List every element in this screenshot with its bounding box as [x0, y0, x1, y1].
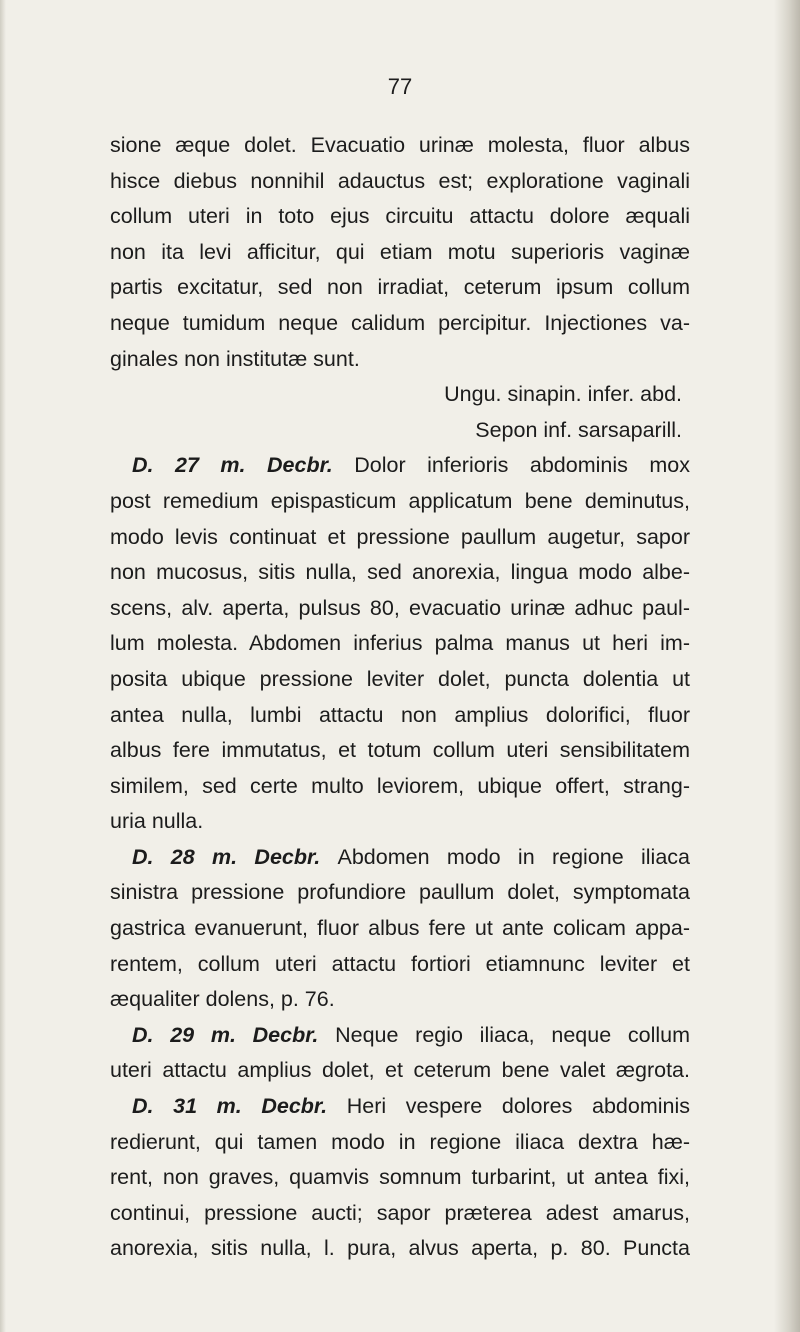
text-line: uteri attactu amplius dolet, et ceterum bene valet ægrota.: [110, 1058, 690, 1083]
text-line: scens, alv. aperta, pulsus 80, evacuatio urinæ adhuc paul-: [110, 595, 690, 620]
text-line: lum molesta. Abdomen inferius palma manus ut heri im-: [110, 631, 690, 656]
text-line: post remedium epispasticum applicatum bene deminutus,: [110, 488, 690, 513]
date-label: D. 29 m. Decbr.: [132, 1022, 319, 1047]
text-line: non ita levi afficitur, qui etiam motu superioris vaginæ: [110, 239, 690, 264]
page-right-edge: [774, 0, 800, 1332]
text-line: modo levis continuat et pressione paullum augetur, sapor: [110, 524, 690, 549]
text-fragment: Abdomen modo in regione iliaca: [337, 844, 690, 869]
text-fragment: Neque regio iliaca, neque collum: [335, 1022, 690, 1047]
page-number: 77: [387, 74, 413, 99]
text-line: ginales non institutæ sunt.: [110, 346, 360, 371]
text-line: similem, sed certe multo leviorem, ubique offert, strang-: [110, 773, 690, 798]
text-line: antea nulla, lumbi attactu non amplius dolorifici, fluor: [110, 702, 690, 727]
entry-start-line: [110, 840, 690, 876]
text-line: rentem, collum uteri attactu fortiori etiamnunc leviter et: [110, 951, 690, 976]
entry-start-line: [110, 448, 690, 484]
prescription-line: Ungu. sinapin. infer. abd.: [444, 382, 682, 407]
entry-start-line: [110, 1089, 690, 1125]
text-line: collum uteri in toto ejus circuitu attactu dolore æquali: [110, 204, 690, 229]
date-label: D. 27 m. Decbr.: [132, 453, 333, 478]
text-line: sione æque dolet. Evacuatio urinæ molesta, fluor albus: [110, 133, 690, 157]
page-left-edge: [0, 0, 6, 1332]
text-line: partis excitatur, sed non irradiat, ceterum ipsum collum: [110, 275, 690, 300]
body-text: [110, 128, 690, 1267]
text-line: non mucosus, sitis nulla, sed anorexia, lingua modo albe-: [110, 560, 690, 585]
text-line: sinistra pressione profundiore paullum dolet, symptomata: [110, 880, 690, 905]
text-line: neque tumidum neque calidum percipitur. Injectiones va-: [110, 310, 690, 335]
text-line: rent, non graves, quamvis somnum turbarint, ut antea fixi,: [110, 1165, 690, 1190]
text-fragment: Dolor inferioris abdominis mox: [354, 453, 690, 478]
date-label: D. 28 m. Decbr.: [132, 844, 321, 869]
date-label: D. 31 m. Decbr.: [132, 1094, 328, 1119]
text-line: anorexia, sitis nulla, l. pura, alvus aperta, p. 80. Puncta: [110, 1236, 690, 1261]
text-line: albus fere immutatus, et totum collum uteri sensibilitatem: [110, 738, 690, 763]
entry-start-line: [110, 1018, 690, 1054]
text-line: redierunt, qui tamen modo in regione iliaca dextra hæ-: [110, 1129, 690, 1154]
text-line: gastrica evanuerunt, fluor albus fere ut ante colicam appa-: [110, 916, 690, 941]
text-line: hisce diebus nonnihil adauctus est; exploratione vaginali: [110, 168, 690, 193]
text-fragment: Heri vespere dolores abdominis: [346, 1094, 690, 1119]
text-line: posita ubique pressione leviter dolet, puncta dolentia ut: [110, 666, 690, 691]
text-line: uria nulla.: [110, 809, 204, 834]
prescription-line: Sepon inf. sarsaparill.: [475, 417, 682, 442]
text-line: æqualiter dolens, p. 76.: [110, 987, 335, 1012]
text-line: continui, pressione aucti; sapor præterea adest amarus,: [110, 1200, 690, 1225]
